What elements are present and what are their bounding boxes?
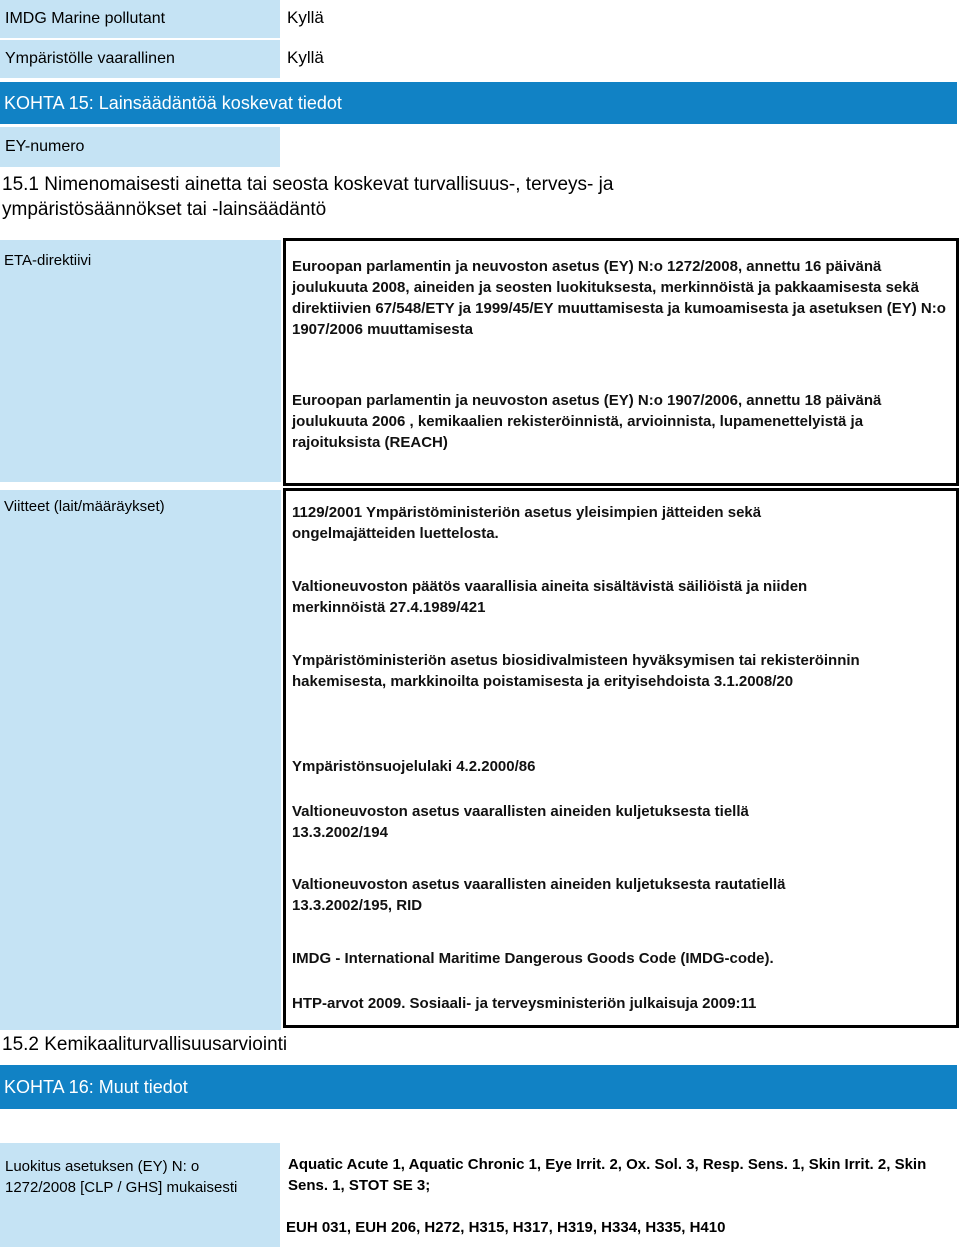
reference-item: IMDG - International Maritime Dangerous Goods Code (IMDG-code). xyxy=(292,950,774,967)
eta-directive-item: Euroopan parlamentin ja neuvoston asetus (EY) N:o 1272/2008, annettu 16 päivänä joulukuuta 2008, aineiden ja seosten luokituksesta, merkinnöistä ja pakkaamisesta sekä direktiivien 67/548/ETY ja 1999/45/EY muuttamisesta ja kumoamisesta ja asetuksen (EY) N:o 1907/2006 muuttamisesta xyxy=(292,258,946,338)
classification-label: Luokitus asetuksen (EY) N: o 1272/2008 [CLP / GHS] mukaisesti xyxy=(5,1158,238,1196)
reference-item: Ympäristönsuojelulaki 4.2.2000/86 xyxy=(292,758,536,775)
reference-item: 1129/2001 Ympäristöministeriön asetus yleisimpien jätteiden sekä ongelmajätteiden luettelosta. xyxy=(292,504,762,542)
section-15-1-heading: 15.1 Nimenomaisesti ainetta tai seosta koskevat turvallisuus-, terveys- ja ympäristösäännökset tai -lainsäädäntö xyxy=(2,174,614,220)
ey-number-label: EY-numero xyxy=(0,127,280,167)
hazard-statements: EUH 031, EUH 206, H272, H315, H317, H319, H334, H335, H410 xyxy=(286,1219,726,1236)
section-15-header: KOHTA 15: Lainsäädäntöä koskevat tiedot xyxy=(0,82,957,124)
imdg-marine-pollutant-value: Kyllä xyxy=(287,8,324,27)
environment-hazard-label: Ympäristölle vaarallinen xyxy=(0,40,280,78)
eta-directive-label: ETA-direktiivi xyxy=(0,240,281,482)
reference-item: HTP-arvot 2009. Sosiaali- ja terveysministeriön julkaisuja 2009:11 xyxy=(292,995,757,1012)
imdg-marine-pollutant-label: IMDG Marine pollutant xyxy=(0,0,280,38)
classification-text: Aquatic Acute 1, Aquatic Chronic 1, Eye Irrit. 2, Ox. Sol. 3, Resp. Sens. 1, Skin Irrit. 2, Skin Sens. 1, STOT SE 3; xyxy=(288,1156,927,1194)
environment-hazard-value: Kyllä xyxy=(287,48,324,67)
reference-item: Valtioneuvoston asetus vaarallisten aineiden kuljetuksesta tiellä 13.3.2002/194 xyxy=(292,803,749,841)
reference-item: Valtioneuvoston asetus vaarallisten aineiden kuljetuksesta rautatiellä 13.3.2002/195, RID xyxy=(292,876,786,914)
eta-directive-item: Euroopan parlamentin ja neuvoston asetus (EY) N:o 1907/2006, annettu 18 päivänä joulukuuta 2006 , kemikaalien rekisteröinnistä, arvioinnista, lupamenettelyistä ja rajoituksista (REACH) xyxy=(292,392,882,451)
section-16-header: KOHTA 16: Muut tiedot xyxy=(0,1065,957,1109)
reference-item: Ympäristöministeriön asetus biosidivalmisteen hyväksymisen tai rekisteröinnin hakemisesta, markkinoilta poistamisesta ja erityisehdoista 3.1.2008/20 xyxy=(292,652,860,690)
reference-item: Valtioneuvoston päätös vaarallisia aineita sisältävistä säiliöistä ja niiden merkinnöistä 27.4.1989/421 xyxy=(292,578,808,616)
section-15-2-heading: 15.2 Kemikaaliturvallisuusarviointi xyxy=(2,1034,288,1055)
references-label: Viitteet (lait/määräykset) xyxy=(0,490,281,1030)
